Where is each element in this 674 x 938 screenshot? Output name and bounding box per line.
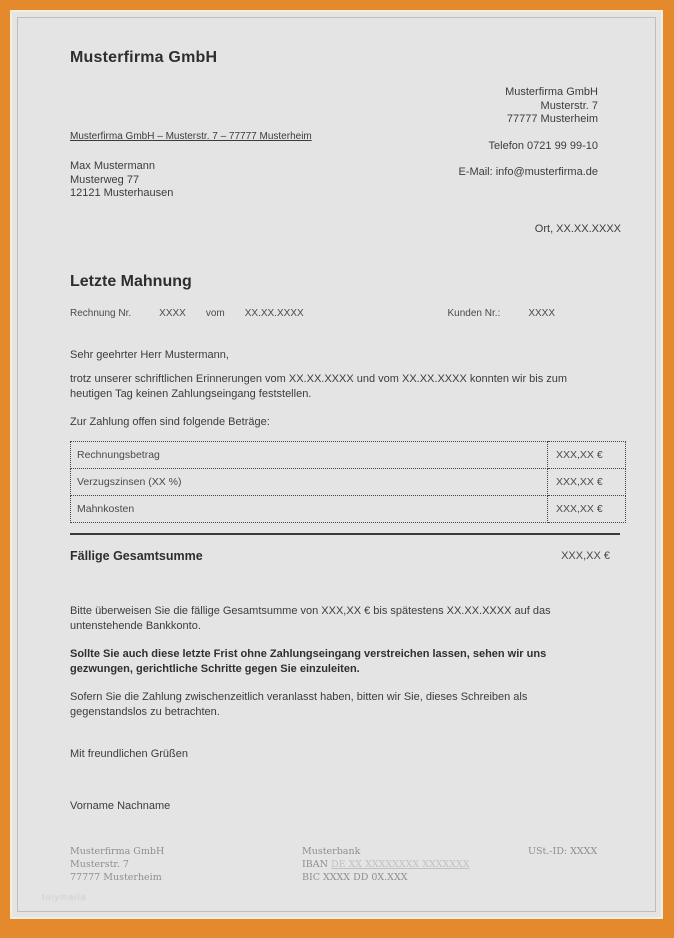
iban-label: IBAN <box>302 859 328 870</box>
spacer <box>458 127 598 140</box>
spacer <box>458 153 598 166</box>
contact-email: E-Mail: info@musterfirma.de <box>458 166 598 178</box>
company-contact-block <box>458 86 621 201</box>
table-row <box>71 469 626 496</box>
footer-iban-line <box>302 858 528 871</box>
recipient-street: Musterweg 77 <box>70 173 140 186</box>
footer-bank-column <box>302 845 528 884</box>
footer-company: Musterfirma GmbH <box>70 846 165 857</box>
paragraph-payment-request: Bitte überweisen Sie die fällige Gesamtsumme von XXX,XX € bis spätestens XX.XX.XXXX auf das untenstehende Bankkonto. <box>70 605 551 632</box>
spacer <box>131 308 159 320</box>
row-label-default-interest: Verzugszinsen (XX %) <box>71 469 548 496</box>
footer-bank-name: Musterbank <box>302 846 361 857</box>
footer-street: Musterstr. 7 <box>70 859 129 870</box>
spacer <box>186 308 206 320</box>
contact-phone: Telefon 0721 99 99-10 <box>488 139 598 152</box>
total-row <box>70 549 610 564</box>
salutation: Sehr geehrter Herr Mustermann, <box>70 349 229 361</box>
recipient-city: 12121 Musterhausen <box>70 187 174 199</box>
table-row <box>71 442 626 469</box>
paragraph-open-amounts: Zur Zahlung offen sind folgende Beträge: <box>70 416 270 428</box>
contact-company: Musterfirma GmbH <box>505 86 598 98</box>
customer-number-value: XXXX <box>528 308 555 319</box>
invoice-date-value: XX.XX.XXXX <box>244 308 304 319</box>
reference-row <box>70 308 621 320</box>
letter-footer <box>70 845 621 884</box>
footer-address-column <box>70 845 302 884</box>
row-label-dunning-fees: Mahnkosten <box>71 496 548 523</box>
paragraph-intro: trotz unserer schriftlichen Erinnerungen vom XX.XX.XXXX und vom XX.XX.XXXX konnten wir bis zum heutigen Tag keinen Zahlungseingang feststellen. <box>70 373 568 400</box>
paragraph-final-warning: Sollte Sie auch diese letzte Frist ohne Zahlungseingang verstreichen lassen, sehen wir uns gezwungen, gerichtliche Schritte gegen Sie einzuleiten. <box>70 648 547 675</box>
amounts-table <box>70 441 626 523</box>
contact-city: 77777 Musterheim <box>506 113 598 125</box>
closing-greeting: Mit freundlichen Grüßen <box>70 748 188 760</box>
letter-header <box>70 86 621 201</box>
recipient-address <box>70 160 370 201</box>
paragraph-closing-note: Sofern Sie die Zahlung zwischenzeitlich veranlasst haben, bitten wir Sie, dieses Schreiben als gegenstandslos zu betrachten. <box>70 691 528 718</box>
footer-vat-column <box>528 845 621 884</box>
place-date-line: Ort, XX.XX.XXXX <box>534 222 621 235</box>
recipient-name: Max Mustermann <box>70 160 155 172</box>
invoice-number-label: Rechnung Nr. <box>70 308 132 319</box>
row-value-dunning-fees: XXX,XX € <box>548 496 626 523</box>
table-row <box>71 496 626 523</box>
footer-bic-line: BIC XXXX DD 0X.XXX <box>302 872 408 883</box>
sender-return-line: Musterfirma GmbH – Musterstr. 7 – 77777 Musterheim <box>70 131 312 142</box>
footer-vat-id: USt.-ID: XXXX <box>528 846 598 857</box>
total-divider <box>70 533 620 535</box>
letter-content <box>12 12 661 884</box>
row-label-invoice-amount: Rechnungsbetrag <box>71 442 548 469</box>
row-value-invoice-amount: XXX,XX € <box>548 442 626 469</box>
invoice-number-value: XXXX <box>159 308 186 319</box>
subject-heading: Letzte Mahnung <box>70 273 192 290</box>
customer-number-group <box>448 308 556 320</box>
spacer <box>500 308 528 320</box>
customer-number-label: Kunden Nr.: <box>447 308 501 319</box>
company-title: Musterfirma GmbH <box>70 49 218 66</box>
iban-value: DE XX XXXXXXXX XXXXXXX <box>330 859 470 870</box>
invoice-date-label: vom <box>205 308 225 319</box>
footer-city: 77777 Musterheim <box>70 872 162 883</box>
spacer <box>225 308 245 320</box>
row-value-default-interest: XXX,XX € <box>548 469 626 496</box>
total-label: Fällige Gesamtsumme <box>70 549 203 563</box>
watermark-text: tolymaila <box>42 892 87 902</box>
contact-street: Musterstr. 7 <box>540 99 598 112</box>
total-value: XXX,XX € <box>561 550 610 562</box>
signature-name: Vorname Nachname <box>70 800 171 812</box>
address-window <box>70 131 370 201</box>
letter-page <box>10 10 663 919</box>
